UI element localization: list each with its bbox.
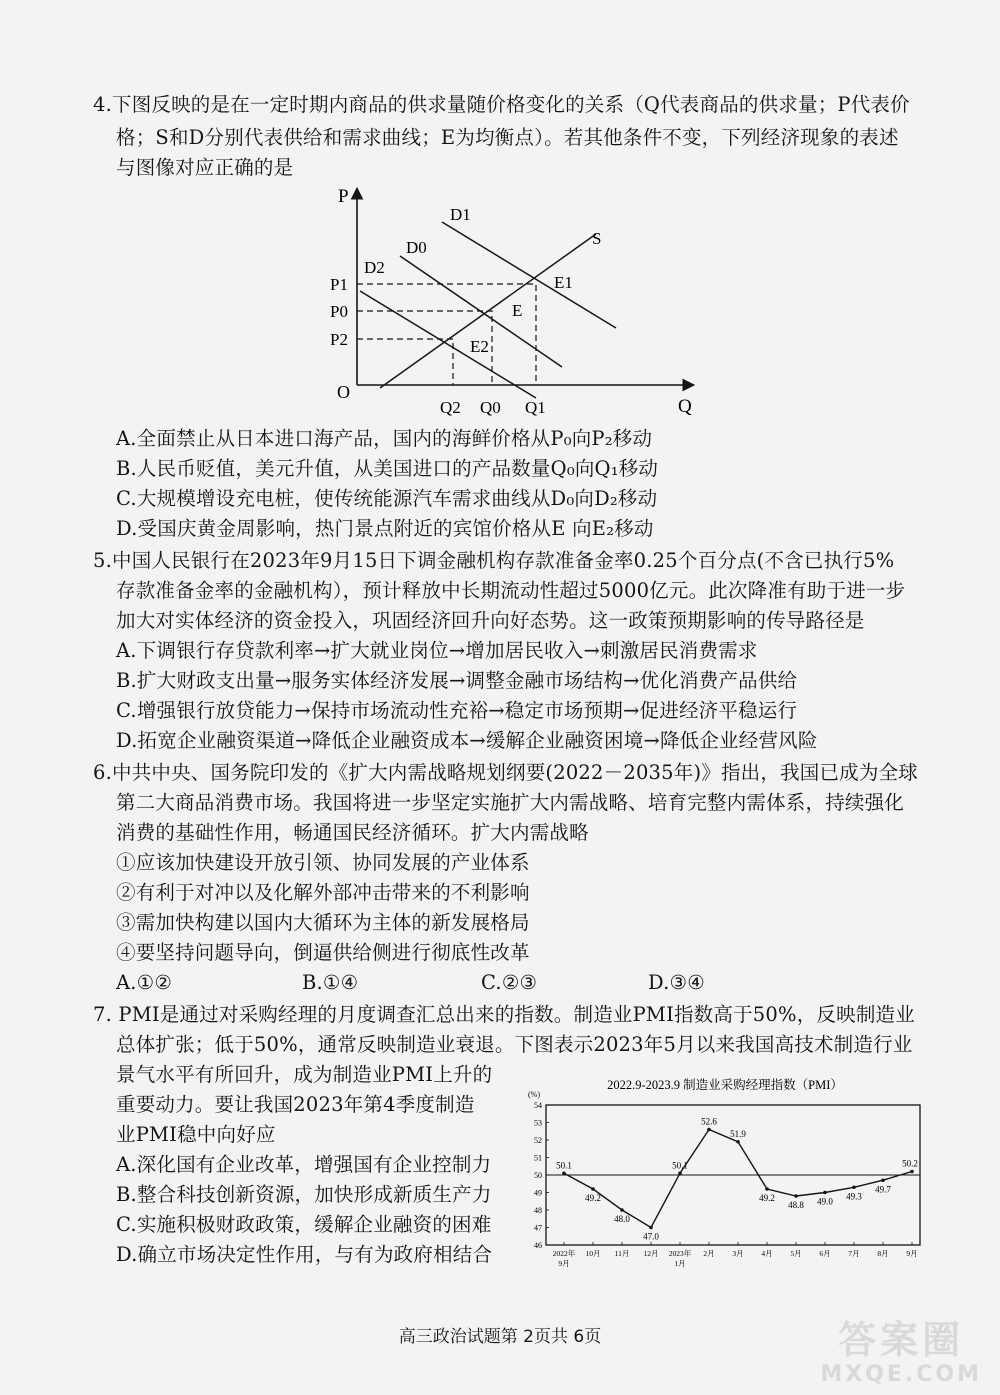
q4-option-c: C.大规模增设充电桩，使传统能源汽车需求曲线从D₀向D₂移动: [116, 487, 658, 510]
q6-item-2: ②有利于对冲以及化解外部冲击带来的不利影响: [116, 881, 530, 904]
x-tick-label: 2月: [703, 1249, 715, 1258]
d1-label: D1: [450, 205, 471, 224]
q4-option-d: D.受国庆黄金周影响，热门景点附近的宾馆价格从E 向E₂移动: [116, 517, 654, 540]
x-tick-label: 6月: [819, 1249, 831, 1258]
demand-curve-d2: [360, 291, 536, 398]
q7-line-2: 总体扩张；低于50%，通常反映制造业衰退。下图表示2023年5月以来我国高技术制造行业: [116, 1033, 913, 1056]
q7-option-c: C.实施积极财政政策，缓解企业融资的困难: [116, 1213, 492, 1236]
x-tick-label: 2023年: [668, 1249, 692, 1258]
origin-label: O: [337, 382, 350, 402]
data-point: [765, 1187, 769, 1191]
data-label: 48.8: [788, 1200, 804, 1210]
e-label: E: [512, 301, 523, 320]
data-point: [852, 1185, 856, 1189]
x-tick-label: 11月: [614, 1249, 630, 1258]
chart-ylabel: (%): [528, 1090, 540, 1099]
q7-line-5: 业PMI稳中向好应: [116, 1123, 276, 1146]
x-tick-label: 8月: [877, 1249, 889, 1258]
e1-label: E1: [554, 273, 573, 292]
data-label: 47.0: [643, 1231, 659, 1242]
data-label: 50.1: [672, 1160, 688, 1171]
q4-option-b: B.人民币贬值，美元升值，从美国进口的产品数量Q₀向Q₁移动: [116, 457, 659, 480]
data-point: [649, 1226, 653, 1230]
y-tick-label: 47: [534, 1223, 542, 1233]
q6-line-1: 6.中共中央、国务院印发的《扩大内需战略规划纲要(2022－2035年)》指出，我国已成为全球: [93, 761, 918, 784]
data-point: [823, 1191, 827, 1195]
data-label: 51.9: [730, 1128, 746, 1139]
x-tick-label: 9月: [906, 1249, 918, 1258]
y-tick-label: 46: [534, 1241, 542, 1250]
data-point: [678, 1171, 682, 1175]
pmi-line-chart: [520, 1073, 930, 1283]
watermark-line-1: 答案圈: [838, 1318, 965, 1362]
data-point: [707, 1128, 711, 1132]
chart-title: 2022.9-2023.9 制造业采购经理指数（PMI）: [607, 1078, 843, 1092]
y-tick-label: 53: [534, 1118, 542, 1128]
q6-choice-d: D.③④: [648, 971, 705, 994]
p0-label: P0: [330, 302, 348, 321]
y-tick-label: 54: [534, 1101, 542, 1110]
p-axis-label: P: [338, 186, 349, 207]
data-label: 49.0: [817, 1196, 833, 1207]
q5-option-b: B.扩大财政支出量→服务实体经济发展→调整金融市场结构→优化消费产品供给: [116, 669, 798, 692]
p1-label: P1: [330, 275, 348, 294]
data-point: [881, 1178, 885, 1182]
q5-option-a: A.下调银行存贷款利率→扩大就业岗位→增加居民收入→刺激居民消费需求: [116, 639, 758, 662]
q4-line-2: 格；S和D分别代表供给和需求曲线；E为均衡点）。若其他条件不变，下列经济现象的表述: [116, 126, 899, 149]
page-footer: 高三政治试题第 2页共 6页: [398, 1327, 602, 1347]
y-tick-label: 52: [534, 1136, 542, 1145]
q6-item-1: ①应该加快建设开放引领、协同发展的产业体系: [116, 851, 530, 874]
y-tick-label: 51: [534, 1153, 542, 1163]
data-label: 49.2: [585, 1193, 601, 1203]
q7-line-4: 重要动力。要让我国2023年第4季度制造: [116, 1093, 475, 1116]
q6-choice-c: C.②③: [481, 971, 538, 994]
data-point: [736, 1140, 740, 1144]
x-tick-label: 2022年: [552, 1249, 576, 1258]
y-tick-label: 49: [534, 1188, 542, 1198]
q7-option-a: A.深化国有企业改革，增强国有企业控制力: [116, 1153, 492, 1176]
p1-guide: [357, 284, 536, 385]
watermark-logo: [820, 1318, 982, 1387]
p2-label: P2: [330, 330, 348, 349]
x-tick-label: 1月: [674, 1259, 686, 1268]
q2-label: Q2: [440, 398, 461, 417]
d0-label: D0: [406, 238, 427, 257]
x-tick-label: 10月: [585, 1249, 601, 1258]
q7-option-d: D.确立市场决定性作用，与有为政府相结合: [116, 1243, 493, 1266]
pmi-series-line: [564, 1130, 912, 1228]
watermark-line-2: MXQE.COM: [820, 1362, 982, 1387]
q4-option-a: A.全面禁止从日本进口海产品，国内的海鲜价格从P₀向P₂移动: [116, 427, 653, 450]
supply-demand-graph: [320, 180, 720, 420]
data-label: 50.1: [556, 1160, 572, 1171]
q6-line-3: 消费的基础性作用，畅通国民经济循环。扩大内需战略: [116, 821, 589, 844]
data-label: 49.7: [875, 1184, 891, 1195]
data-point: [910, 1170, 914, 1174]
d2-label: D2: [364, 258, 385, 277]
q7-line-3: 景气水平有所回升，成为制造业PMI上升的: [116, 1063, 493, 1086]
q6-item-3: ③需加快构建以国内大循环为主体的新发展格局: [116, 911, 530, 934]
data-point: [620, 1208, 624, 1212]
data-label: 52.6: [701, 1116, 717, 1127]
data-point: [794, 1194, 798, 1198]
q6-line-2: 第二大商品消费市场。我国将进一步坚定实施扩大内需战略、培育完整内需体系，持续强化: [116, 791, 905, 814]
x-tick-label: 3月: [732, 1249, 744, 1258]
q6-choice-b: B.①④: [302, 971, 359, 994]
x-tick-label: 12月: [643, 1249, 659, 1258]
q7-option-b: B.整合科技创新资源，加快形成新质生产力: [116, 1183, 492, 1206]
x-tick-label: 4月: [761, 1249, 773, 1258]
q0-label: Q0: [480, 398, 501, 417]
q7-line-1: 7. PMI是通过对采购经理的月度调查汇总出来的指数。制造业PMI指数高于50%，反映制造业: [93, 1003, 915, 1026]
data-point: [562, 1171, 566, 1175]
data-label: 50.2: [902, 1158, 918, 1169]
x-tick-label: 5月: [790, 1249, 802, 1258]
q5-line-1: 5.中国人民银行在2023年9月15日下调金融机构存款准备金率0.25个百分点(不含已执行5%: [93, 549, 895, 572]
q5-line-2: 存款准备金率的金融机构），预计释放中长期流动性超过5000亿元。此次降准有助于进一步: [116, 579, 906, 602]
data-label: 48.0: [614, 1214, 630, 1224]
q1-label: Q1: [525, 398, 546, 417]
s-label: S: [592, 229, 602, 248]
data-point: [591, 1187, 595, 1191]
data-label: 49.3: [846, 1191, 862, 1202]
e2-label: E2: [470, 337, 489, 356]
q4-line-1: 4.下图反映的是在一定时期内商品的供求量随价格变化的关系（Q代表商品的供求量；P代表价: [93, 93, 910, 116]
q-axis-label: Q: [678, 396, 692, 417]
q5-line-3: 加大对实体经济的资金投入，巩固经济回升向好态势。这一政策预期影响的传导路径是: [116, 609, 865, 632]
q5-option-d: D.拓宽企业融资渠道→降低企业融资成本→缓解企业融资困境→降低企业经营风险: [116, 729, 818, 752]
q5-option-c: C.增强银行放贷能力→保持市场流动性充裕→稳定市场预期→促进经济平稳运行: [116, 699, 798, 722]
x-tick-label: 7月: [848, 1249, 860, 1258]
y-tick-label: 48: [534, 1206, 542, 1215]
x-tick-label: 9月: [558, 1259, 570, 1268]
q6-item-4: ④要坚持问题导向，倒逼供给侧进行彻底性改革: [116, 941, 530, 964]
y-tick-label: 50: [534, 1171, 542, 1180]
q6-choice-a: A.①②: [116, 971, 173, 994]
data-label: 49.2: [759, 1193, 775, 1203]
q4-line-3: 与图像对应正确的是: [116, 156, 294, 179]
